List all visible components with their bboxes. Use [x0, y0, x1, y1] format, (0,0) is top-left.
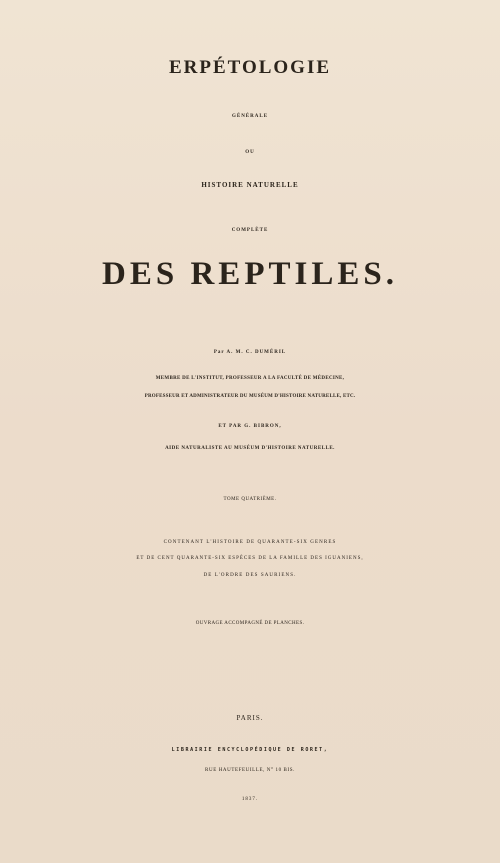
coauthor-line: ET PAR G. BIBRON,	[218, 424, 282, 429]
author-affiliation-2: PROFESSEUR ET ADMINISTRATEUR DU MUSÉUM D'HISTOIRE NATURELLE, ETC.	[144, 394, 356, 399]
title-reptiles: DES REPTILES.	[102, 256, 398, 292]
imprint-address: RUE HAUTEFEUILLE, N° 10 BIS.	[205, 768, 295, 773]
author-affiliation-1: MEMBRE DE L'INSTITUT, PROFESSEUR A LA FACULTÉ DE MÉDECINE,	[155, 376, 345, 381]
coauthor-affiliation: AIDE NATURALISTE AU MUSÉUM D'HISTOIRE NATURELLE.	[165, 446, 335, 451]
title-main: ERPÉTOLOGIE	[168, 57, 332, 78]
author-line: Par A. M. C. DUMÉRIL	[213, 350, 287, 355]
title-complete: COMPLÈTE	[231, 228, 269, 233]
imprint-city: PARIS.	[236, 714, 264, 722]
contents-line-1: CONTENANT L'HISTOIRE DE QUARANTE-SIX GENRES	[163, 540, 337, 545]
imprint-publisher: LIBRAIRIE ENCYCLOPÉDIQUE DE RORET,	[171, 747, 329, 753]
plates-note: OUVRAGE ACCOMPAGNÉ DE PLANCHES.	[195, 621, 305, 626]
title-conjunction: OU	[245, 150, 255, 155]
title-histoire: HISTOIRE NATURELLE	[201, 181, 299, 189]
imprint-year: 1837.	[241, 797, 259, 802]
title-general: GÉNÉRALE	[231, 114, 269, 119]
contents-line-3: DE L'ORDRE DES SAURIENS.	[203, 573, 297, 578]
volume-heading: TOME QUATRIÈME.	[223, 497, 277, 502]
contents-line-2: ET DE CENT QUARANTE-SIX ESPÈCES DE LA FAMILLE DES IGUANIENS,	[136, 556, 364, 561]
